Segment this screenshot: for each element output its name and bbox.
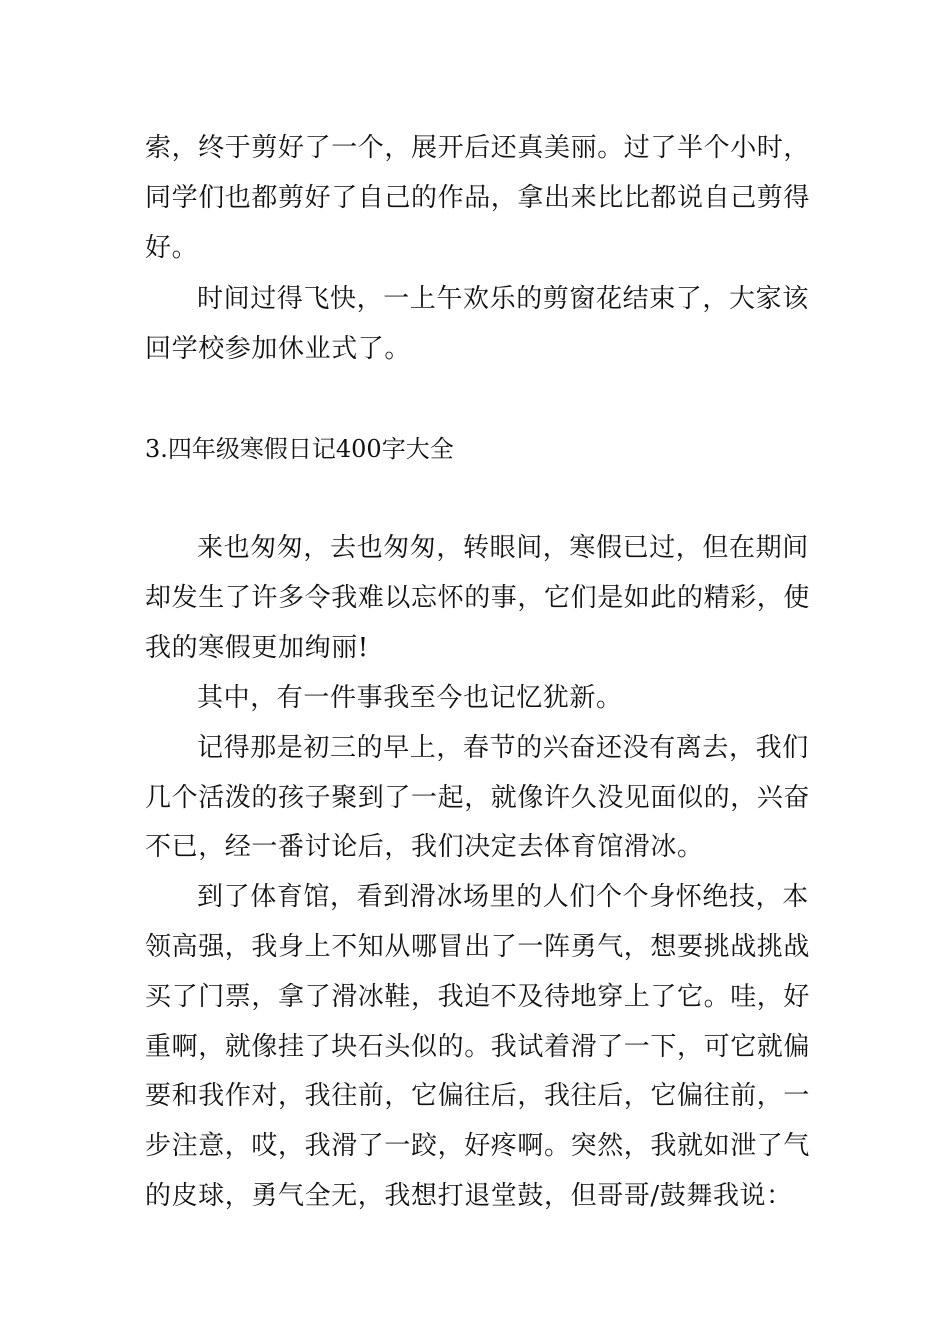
text-line: 重啊，就像挂了块石头似的。我试着滑了一下，可它就偏 — [145, 1032, 811, 1062]
text-line: 同学们也都剪好了自己的作品，拿出来比比都说自己剪得 — [145, 183, 811, 213]
text-line: 来也匆匆，去也匆匆，转眼间，寒假已过，但在期间 — [197, 533, 809, 563]
text-line: 其中，有一件事我至今也记忆犹新。 — [197, 683, 623, 713]
text-line: 好。 — [145, 233, 199, 263]
text-line: 我的寒假更加绚丽! — [145, 633, 369, 663]
text-line: 索，终于剪好了一个，展开后还真美丽。过了半个小时， — [145, 133, 811, 163]
text-line: 要和我作对，我往前，它偏往后，我往后，它偏往前，一 — [145, 1081, 811, 1111]
text-line: 回学校参加休业式了。 — [145, 334, 412, 364]
text-line: 的皮球，勇气全无，我想打退堂鼓，但哥哥/鼓舞我说： — [145, 1181, 793, 1211]
text-line: 买了门票，拿了滑冰鞋，我迫不及待地穿上了它。哇，好 — [145, 982, 811, 1012]
text-line: 领高强，我身上不知从哪冒出了一阵勇气，想要挑战挑战 — [145, 932, 811, 962]
section-heading: 3.四年级寒假日记400字大全 — [145, 435, 454, 463]
text-line: 步注意，哎，我滑了一跤，好疼啊。突然，我就如泄了气 — [145, 1131, 811, 1161]
text-line: 时间过得飞快，一上午欢乐的剪窗花结束了，大家该 — [197, 284, 809, 314]
text-line: 到了体育馆，看到滑冰场里的人们个个身怀绝技，本 — [197, 882, 809, 912]
text-line: 不已，经一番讨论后，我们决定去体育馆滑冰。 — [145, 832, 704, 862]
text-line: 几个活泼的孩子聚到了一起，就像许久没见面似的，兴奋 — [145, 783, 811, 813]
text-line: 却发生了许多令我难以忘怀的事，它们是如此的精彩，使 — [145, 583, 811, 613]
text-line: 记得那是初三的早上，春节的兴奋还没有离去，我们 — [197, 733, 809, 763]
